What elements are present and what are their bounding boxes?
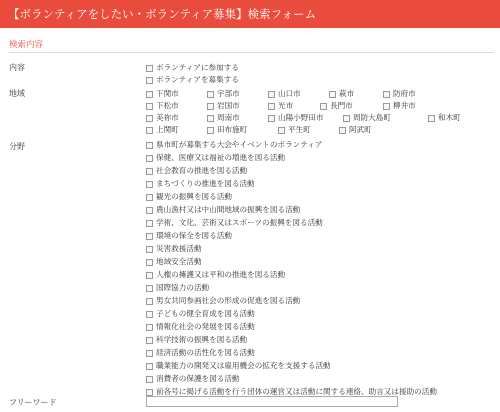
checkbox-box[interactable] [146,246,153,253]
checkbox-box[interactable] [146,77,153,84]
checkbox-label: 柳井市 [393,101,416,110]
checkbox-area[interactable] [343,112,391,124]
checkbox-box[interactable] [146,168,153,175]
checkbox-box[interactable] [268,103,275,110]
checkbox-field[interactable] [146,139,322,151]
checkbox-label: 地域安全活動 [156,257,202,266]
checkbox-area[interactable] [146,88,179,100]
checkbox-area[interactable] [320,100,353,112]
checkbox-box[interactable] [268,91,275,98]
checkbox-label: 県市町が募集する大会やイベントのボランティア [156,140,323,149]
checkbox-field[interactable] [146,269,285,281]
checkbox-label: 美祢市 [156,113,179,122]
checkbox-box[interactable] [146,155,153,162]
checkbox-label: 保健、医療又は福祉の増進を図る活動 [156,153,286,162]
checkbox-label: 子どもの健全育成を図る活動 [156,309,255,318]
checkbox-area[interactable] [207,88,240,100]
checkbox-field[interactable] [146,152,285,164]
checkbox-area[interactable] [268,100,293,112]
checkbox-label: ボランティアに参加する [156,63,239,72]
checkbox-label: 平生町 [288,125,311,134]
checkbox-box[interactable] [146,324,153,331]
checkbox-field[interactable] [146,334,247,346]
divider [9,52,494,53]
checkbox-box[interactable] [146,91,153,98]
checkbox-box[interactable] [207,127,214,134]
checkbox-area[interactable] [268,112,324,124]
section-title: 検索内容 [9,40,44,50]
checkbox-field[interactable] [146,321,255,333]
checkbox-box[interactable] [146,285,153,292]
checkbox-label: 前各号に掲げる活動を行う団体の運営又は活動に関する連絡、助言又は援助の活動 [156,387,437,396]
chiiki-label: 地域 [9,89,25,98]
page-header [0,0,500,28]
checkbox-box[interactable] [146,259,153,266]
checkbox-field[interactable] [146,243,202,255]
checkbox-field[interactable] [146,230,232,242]
checkbox-box[interactable] [146,311,153,318]
checkbox-label: 防府市 [393,89,416,98]
checkbox-label: 山陽小野田市 [278,113,324,122]
checkbox-field[interactable] [146,204,300,216]
checkbox-field[interactable] [146,347,255,359]
checkbox-box[interactable] [146,65,153,72]
checkbox-area[interactable] [278,124,311,136]
checkbox-area[interactable] [329,88,354,100]
checkbox-box[interactable] [146,350,153,357]
freeword-label: フリーワード [9,398,57,407]
checkbox-area[interactable] [428,112,461,124]
checkbox-box[interactable] [146,298,153,305]
checkbox-field[interactable] [146,282,209,294]
checkbox-label: 阿武町 [349,125,372,134]
checkbox-box[interactable] [329,91,336,98]
checkbox-area[interactable] [207,100,240,112]
checkbox-box[interactable] [383,103,390,110]
checkbox-label: 光市 [278,101,294,110]
checkbox-label: 萩市 [339,89,355,98]
checkbox-label: 山口市 [278,89,301,98]
checkbox-area[interactable] [383,100,416,112]
checkbox-box[interactable] [320,103,327,110]
checkbox-area[interactable] [146,100,179,112]
checkbox-area[interactable] [207,124,247,136]
checkbox-box[interactable] [207,115,214,122]
naiyou-label: 内容 [9,63,25,72]
checkbox-box[interactable] [146,127,153,134]
checkbox-label: ボランティアを募集する [156,75,239,84]
checkbox-box[interactable] [146,376,153,383]
checkbox-label: 国際協力の活動 [156,283,210,292]
checkbox-box[interactable] [146,103,153,110]
checkbox-field[interactable] [146,165,247,177]
checkbox-label: 経済活動の活性化を図る活動 [156,348,255,357]
checkbox-label: 環境の保全を図る活動 [156,231,232,240]
checkbox-area[interactable] [339,124,372,136]
checkbox-box[interactable] [146,194,153,201]
checkbox-label: 職業能力の開発又は雇用機会の拡充を支援する活動 [156,361,331,370]
checkbox-field[interactable] [146,295,300,307]
checkbox-box[interactable] [146,389,153,396]
checkbox-box[interactable] [339,127,346,134]
checkbox-box[interactable] [278,127,285,134]
checkbox-area[interactable] [207,112,240,124]
checkbox-label: まちづくりの推進を図る活動 [156,179,255,188]
checkbox-label: 観光の振興を図る活動 [156,192,232,201]
checkbox-box[interactable] [146,337,153,344]
checkbox-label: 科学技術の振興を図る活動 [156,335,248,344]
checkbox-box[interactable] [146,272,153,279]
checkbox-participate[interactable] [146,62,239,74]
checkbox-recruit[interactable] [146,74,239,86]
checkbox-box[interactable] [343,115,350,122]
page-title: 【ボランティアをしたい・ボランティア募集】検索フォーム [8,7,317,21]
checkbox-label: 農山漁村又は中山間地域の振興を図る活動 [156,205,301,214]
checkbox-label: 和木町 [438,113,461,122]
checkbox-box[interactable] [146,220,153,227]
bunya-label: 分野 [9,142,25,151]
freeword-input[interactable] [146,396,398,407]
checkbox-label: 学術、文化、芸術又はスポーツの振興を図る活動 [156,218,323,227]
checkbox-area[interactable] [146,112,179,124]
checkbox-field[interactable] [146,360,331,372]
checkbox-label: 宇部市 [217,89,240,98]
checkbox-box[interactable] [146,181,153,188]
checkbox-box[interactable] [207,103,214,110]
checkbox-label: 災害救援活動 [156,244,202,253]
checkbox-box[interactable] [146,115,153,122]
checkbox-label: 男女共同参画社会の形成の促進を図る活動 [156,296,301,305]
checkbox-label: 消費者の保護を図る活動 [156,374,240,383]
checkbox-label: 長門市 [330,101,353,110]
checkbox-label: 岩国市 [217,101,240,110]
checkbox-label: 周防大島町 [353,113,391,122]
checkbox-box[interactable] [428,115,435,122]
checkbox-box[interactable] [146,233,153,240]
checkbox-box[interactable] [146,207,153,214]
checkbox-label: 上関町 [156,125,179,134]
checkbox-box[interactable] [207,91,214,98]
checkbox-label: 周南市 [217,113,240,122]
checkbox-field[interactable] [146,217,323,229]
checkbox-box[interactable] [146,142,153,149]
checkbox-label: 社会教育の推進を図る活動 [156,166,248,175]
checkbox-label: 人権の擁護又は平和の推進を図る活動 [156,270,286,279]
checkbox-area[interactable] [146,124,179,136]
checkbox-field[interactable] [146,191,232,203]
checkbox-box[interactable] [383,91,390,98]
checkbox-field[interactable] [146,256,202,268]
checkbox-label: 下松市 [156,101,179,110]
checkbox-label: 田布施町 [217,125,248,134]
checkbox-label: 情報化社会の発展を図る活動 [156,322,255,331]
checkbox-area[interactable] [383,88,416,100]
checkbox-box[interactable] [268,115,275,122]
checkbox-field[interactable] [146,308,255,320]
checkbox-label: 下関市 [156,89,179,98]
checkbox-box[interactable] [146,363,153,370]
checkbox-area[interactable] [268,88,301,100]
checkbox-field[interactable] [146,373,240,385]
checkbox-field[interactable] [146,178,255,190]
